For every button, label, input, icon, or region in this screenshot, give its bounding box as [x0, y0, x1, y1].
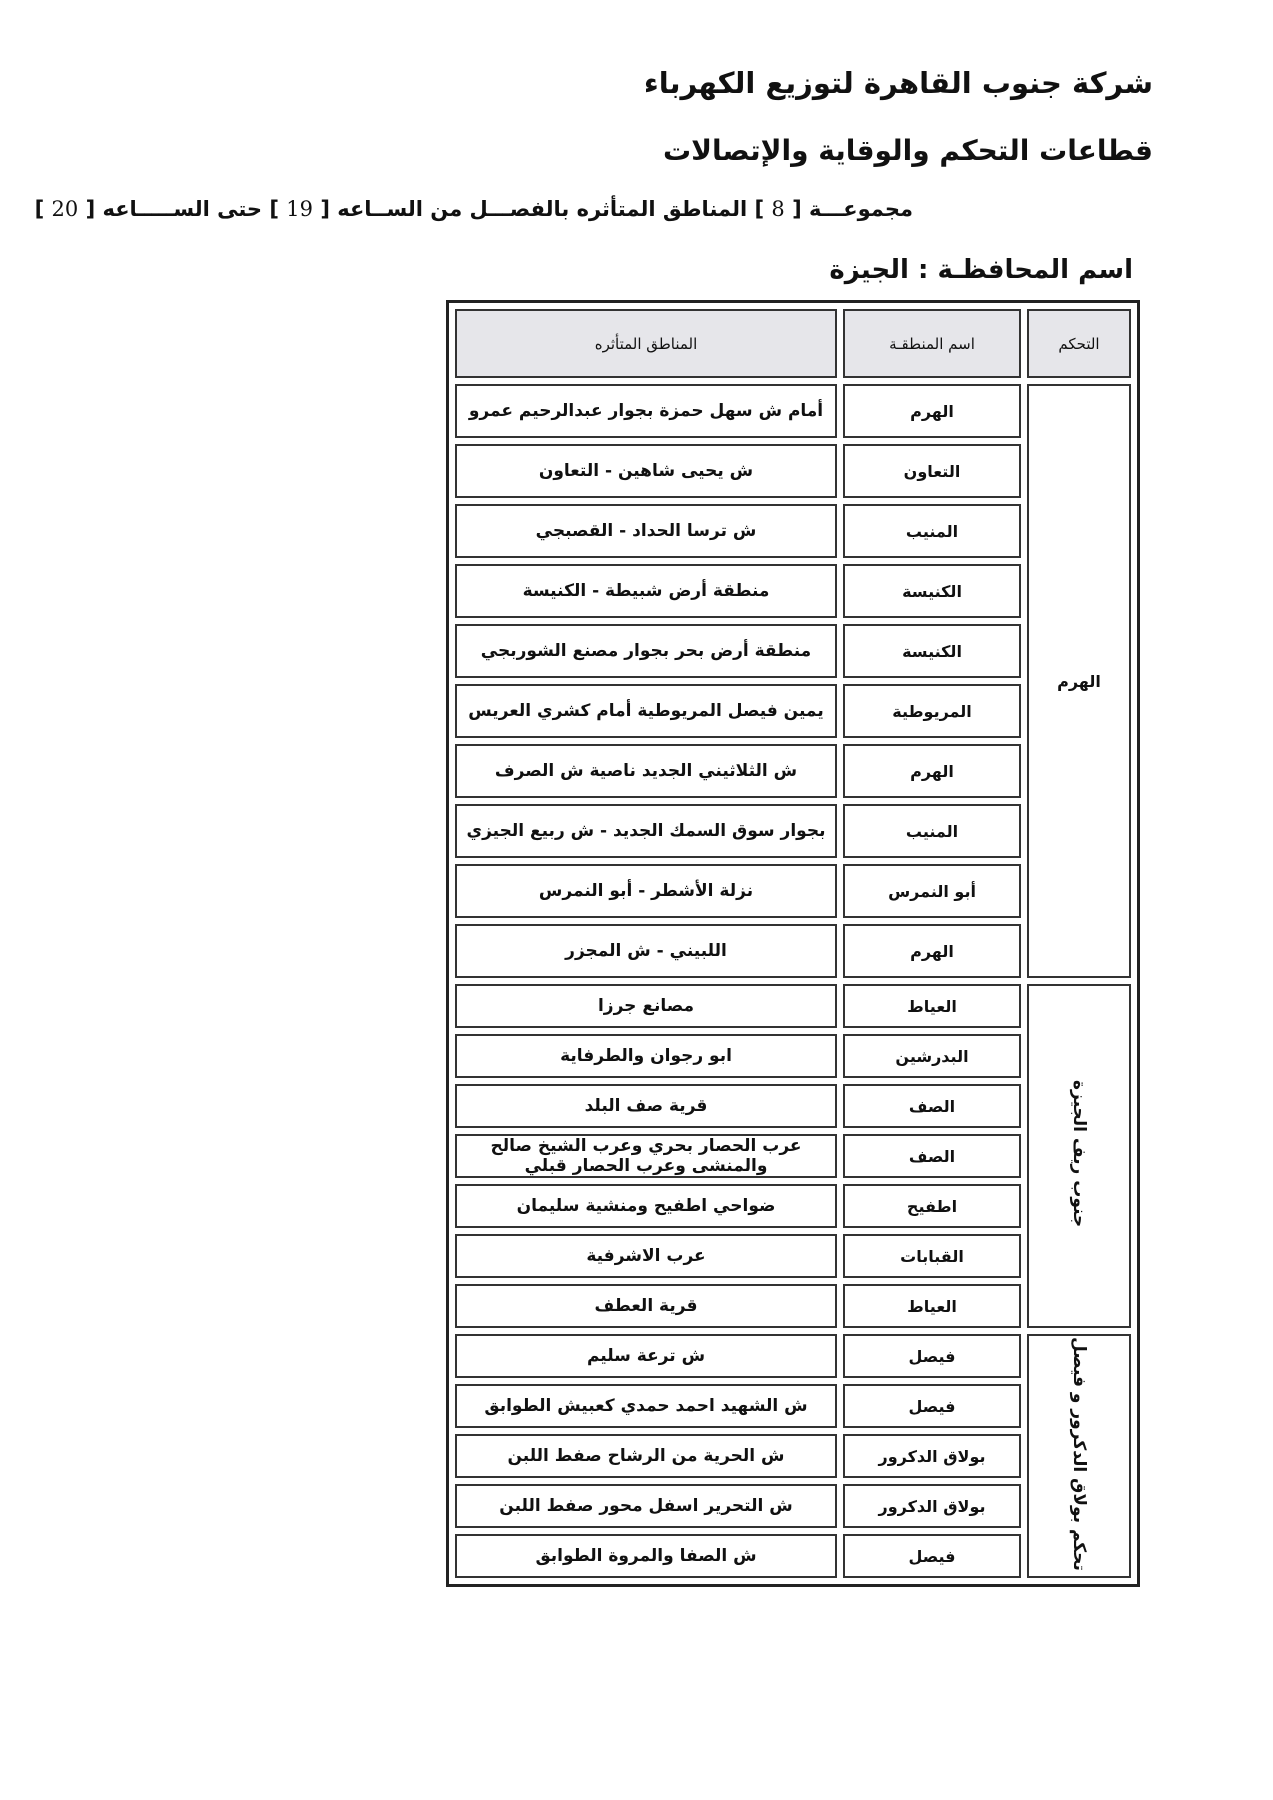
area-cell: ضواحي اطفيح ومنشية سليمان [455, 1184, 837, 1228]
area-cell: عرب الاشرفية [455, 1234, 837, 1278]
region-cell: القبابات [843, 1234, 1021, 1278]
area-cell: ابو رجوان والطرفاية [455, 1034, 837, 1078]
table-row [455, 1334, 1131, 1378]
region-cell: فيصل [843, 1384, 1021, 1428]
region-cell: المنيب [843, 804, 1021, 858]
control-label: جنوب ريف الجيزة [1069, 1080, 1089, 1228]
control-label: تحكم بولاق الدكرور و فيصل [1069, 1337, 1089, 1571]
control-cell: الهرم [1027, 384, 1131, 978]
region-cell: الصف [843, 1134, 1021, 1178]
region-cell: الصف [843, 1084, 1021, 1128]
region-cell: الكنيسة [843, 564, 1021, 618]
region-cell: الهرم [843, 744, 1021, 798]
region-cell: اطفيح [843, 1184, 1021, 1228]
group-number: 8 [771, 197, 785, 221]
hour-to: 20 [51, 197, 79, 221]
control-cell [1027, 1334, 1131, 1578]
area-cell: أمام ش سهل حمزة بجوار عبدالرحيم عمرو [455, 384, 837, 438]
region-cell: العياط [843, 984, 1021, 1028]
region-cell: التعاون [843, 444, 1021, 498]
control-cell [1027, 984, 1131, 1328]
affected-areas-table [446, 300, 1140, 1587]
hour-from: 19 [286, 197, 313, 221]
header-areas: المناطق المتأثره [455, 309, 837, 378]
area-cell: منطقة أرض بحر بجوار مصنع الشوربجي [455, 624, 837, 678]
region-cell: بولاق الدكرور [843, 1434, 1021, 1478]
area-cell: ش الثلاثيني الجديد ناصية ش الصرف [455, 744, 837, 798]
table-row [455, 984, 1131, 1028]
header-region: اسم المنطقـة [843, 309, 1021, 378]
area-cell: اللبيني - ش المجزر [455, 924, 837, 978]
region-cell: فيصل [843, 1534, 1021, 1578]
region-cell: فيصل [843, 1334, 1021, 1378]
region-cell: بولاق الدكرور [843, 1484, 1021, 1528]
group-prefix: مجموعـــة [ [792, 197, 913, 221]
group-middle: ] المناطق المتأثره بالفصـــل من الســاعه [ [320, 197, 765, 221]
region-cell: الكنيسة [843, 624, 1021, 678]
area-cell: ش يحيى شاهين - التعاون [455, 444, 837, 498]
area-cell: ش ترسا الحداد - القصبجي [455, 504, 837, 558]
hour-suffix: ] [34, 197, 45, 221]
sector-title: قطاعات التحكم والوقاية والإتصالات [663, 134, 1153, 167]
area-cell: ش التحرير اسفل محور صفط اللبن [455, 1484, 837, 1528]
area-cell: ش الحرية من الرشاح صفط اللبن [455, 1434, 837, 1478]
governorate-label: اسم المحافظـة : الجيزة [829, 255, 1133, 285]
area-cell: ش الصفا والمروة الطوابق [455, 1534, 837, 1578]
area-cell: بجوار سوق السمك الجديد - ش ربيع الجيزي [455, 804, 837, 858]
region-cell: المنيب [843, 504, 1021, 558]
region-cell: المريوطية [843, 684, 1021, 738]
hour-middle: ] حتى الســـــاعه [ [85, 197, 279, 221]
region-cell: العياط [843, 1284, 1021, 1328]
region-cell: البدرشين [843, 1034, 1021, 1078]
region-cell: أبو النمرس [843, 864, 1021, 918]
region-cell: الهرم [843, 924, 1021, 978]
area-cell: ش الشهيد احمد حمدي كعبيش الطوابق [455, 1384, 837, 1428]
area-cell: قرية صف البلد [455, 1084, 837, 1128]
area-cell: عرب الحصار بحري وعرب الشيخ صالح والمنشى وعرب الحصار قبلي [455, 1134, 837, 1178]
area-cell: يمين فيصل المريوطية أمام كشري العريس [455, 684, 837, 738]
region-cell: الهرم [843, 384, 1021, 438]
table-header-row [455, 309, 1131, 378]
area-cell: منطقة أرض شبيطة - الكنيسة [455, 564, 837, 618]
area-cell: ش ترعة سليم [455, 1334, 837, 1378]
area-cell: مصانع جرزا [455, 984, 837, 1028]
area-cell: نزلة الأشطر - أبو النمرس [455, 864, 837, 918]
area-cell: قرية العطف [455, 1284, 837, 1328]
company-title: شركة جنوب القاهرة لتوزيع الكهرباء [643, 66, 1153, 100]
table-row [455, 384, 1131, 438]
header-control: التحكم [1027, 309, 1131, 378]
group-line [35, 197, 913, 221]
